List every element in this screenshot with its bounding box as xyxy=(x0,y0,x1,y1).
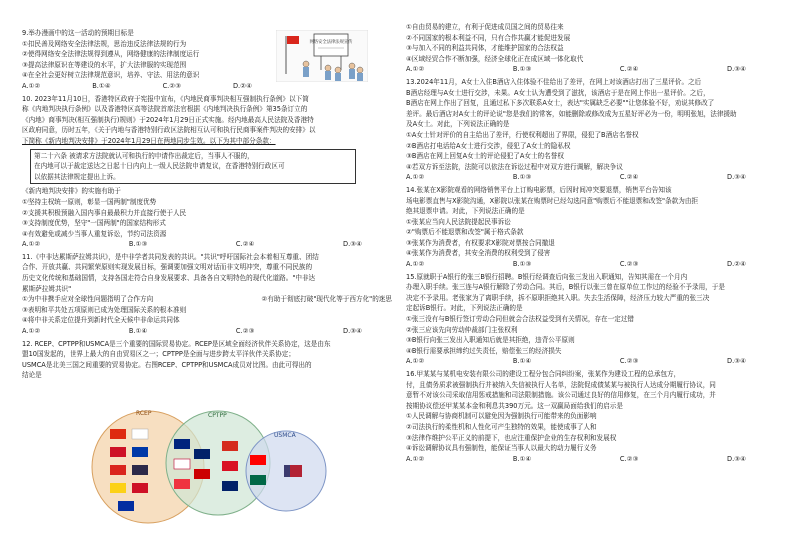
q10-line-4: 区政府同意，历时五年，《关于内地与香港特别行政区法院相互认可和执行民商事案件判决的安排》以 xyxy=(22,126,316,135)
q13-answer-a: A.①② xyxy=(406,173,425,182)
q14-answer-a: A.①② xyxy=(406,260,425,269)
q15-answer-b: B.①④ xyxy=(512,357,532,366)
q13-option-4: ④若双方诉至法院，法院可以依法在诉讼过程中对双方进行调解，解决争议 xyxy=(406,162,623,171)
person-body xyxy=(357,73,363,81)
q12-line-3: USMCA是北美三国之间重要的贸易协定。右图RCEP、CPTPP和USMCA成员对比图。由此可得出的 xyxy=(22,360,312,369)
q11-answer-d: D.③④ xyxy=(343,327,362,336)
q15-option-4: ④B银行需要承担缔约过失责任，赔偿张三的经济损失 xyxy=(406,346,562,355)
question-10 xyxy=(22,94,392,250)
q11-option-4: ④将中非关系定位提升到新时代全天候中非命运共同体 xyxy=(22,316,180,325)
question-16 xyxy=(406,369,776,464)
q9-option-2: ②使得网络安全法律法规得到遵从，网络健康的法律制度运行 xyxy=(22,50,200,59)
q11-option-2: ②有助于彻底打破"现代化等于西方化"的迷思 xyxy=(261,295,392,304)
person-head xyxy=(335,67,341,73)
q12-line-1: 12. RCEP、CPTPP和USMCA是三个重要的国际贸易协定。RCEP是区域全面经济伙伴关系协定，这是由东 xyxy=(22,339,331,348)
q15-option-3: ③B银行向张三发出入职通知后就是其拒绝，违背公平原则 xyxy=(406,336,575,345)
q14-answers xyxy=(406,259,776,270)
q10-line-1: 10. 2023年11月10日，香港特区政府于宪报中宣布，《内地民商事判决相互强制执行条例》以下简 xyxy=(22,94,309,103)
q16-answer-c: C.②③ xyxy=(619,454,639,463)
person-head xyxy=(303,61,309,67)
q12-option-4: ④区域经贸合作不断加强，经济全球化正在成区域一体化取代 xyxy=(406,54,584,63)
person-body xyxy=(325,71,331,80)
question-12-options xyxy=(406,22,776,75)
flag-icon xyxy=(174,439,190,449)
q12-trade-agreements-venn xyxy=(78,401,336,529)
q15-answers xyxy=(406,356,776,367)
q16-answer-a: A.①② xyxy=(406,454,425,463)
q16-line-2: 付，且债务质求被强制执行并被纳入失信被执行人名单，法院促成债某某与被执行人达成分期履行协议，同 xyxy=(406,380,716,389)
q14-option-1: ①张某应当向人民法院提起民事诉讼 xyxy=(406,217,511,226)
flag-icon xyxy=(194,469,210,479)
q16-answer-d: D.③④ xyxy=(727,454,746,463)
q13-answers xyxy=(406,172,776,183)
q9-answer-c: C.②③ xyxy=(162,81,182,90)
q16-option-3: ③法律作维护公平正义的前提下，也应注重保护企业的生存权利和发展权 xyxy=(406,433,617,442)
flag-icon xyxy=(110,447,126,457)
flag-icon xyxy=(132,429,148,439)
q10-quoted-article xyxy=(30,149,356,185)
q14-line-3: 绝其退票申请。对此，下列说法正确的是 xyxy=(406,207,525,216)
flag-icon xyxy=(194,449,210,459)
q12-line-4: 结论是 xyxy=(22,371,42,380)
q16-line-3: 意暂不对该公司采取信用惩戒措施和司法限制措施。该公司通过良好的信用修复，在三个月内履行成功，并 xyxy=(406,391,716,400)
q15-answer-c: C.②③ xyxy=(619,357,639,366)
notice-board-text: 网络安全法律法规宣传 xyxy=(309,40,353,45)
q10-line-3: 《内地》商事判决(相互强制执行)规则》于2024年1月29日正式实施。经内地最高人民法院及香港特 xyxy=(22,115,314,124)
usmca-label: USMCA xyxy=(274,432,296,439)
flag-icon xyxy=(174,479,190,489)
flag-icon xyxy=(132,465,148,475)
q13-answer-b: B.①③ xyxy=(512,173,532,182)
q14-option-2: ②"购票后不能退票和改签"属于格式条款 xyxy=(406,228,524,237)
q14-line-2: 场电影票直售与X影院沟通，X影院以张某在购票时已经勾选同意"购票后不能退票和改签"条款为由拒 xyxy=(406,196,699,205)
question-15 xyxy=(406,272,776,367)
q10-answer-d: D.③④ xyxy=(343,240,362,249)
q11-answer-a: A.①② xyxy=(22,327,41,336)
q13-line-2: B酒店经理与A女士进行交涉，未果。A女士认为遭受到了滋扰，该酒店于是在网上作出一星评价。之后， xyxy=(406,88,710,97)
q13-option-3: ③B酒店在网上回复A女士的评论侵犯了A女士的名誉权 xyxy=(406,152,564,161)
q9-answer-d: D.②④ xyxy=(232,81,252,90)
q10-option-2: ②支援其积极预融入国内事自最最积力并直接行使于人民 xyxy=(22,208,187,217)
q10-line-2: 称《内地判决执行条例》以及香港特区高等法院首席法官根据《内地判决执行条例》第35条订立的 xyxy=(22,105,308,114)
flag-icon xyxy=(132,483,148,493)
flag-icon xyxy=(132,447,148,457)
flag-stripes xyxy=(290,465,302,477)
q15-line-4: 定起诉B银行。对此，下列说法正确的是 xyxy=(406,304,523,313)
q12-answer-b: B.①③ xyxy=(512,65,532,74)
q16-line-1: 16.甲某某与某机电安装有限公司的建设工程分包合同纠纷案，张某作为建设工程的总承包方， xyxy=(406,370,681,378)
flag-icon xyxy=(174,459,190,469)
person-body xyxy=(303,67,309,77)
person-body xyxy=(335,73,341,81)
flag-icon xyxy=(118,501,134,511)
q14-line-1: 14.张某在X影院观看的网络销售平台上订购电影票，后因时间冲突要退票，销售平台告知该 xyxy=(406,185,672,194)
q11-answer-b: B.①④ xyxy=(128,327,148,336)
person-body xyxy=(349,69,355,79)
q11-option-3: ③表明和平共处五项原则已成为处理国际关系的根本准则 xyxy=(22,305,187,314)
person-head xyxy=(357,67,363,73)
q11-line-1: 11.《中非达累斯萨拉姆共识》，是中非学者共同发表的共识。"共识"呼吁国际社会本着相互尊重、团结 xyxy=(22,252,319,261)
flag-icon xyxy=(110,429,126,439)
q11-option-1: ①为中非携手应对全球性问题指明了合作方向 xyxy=(22,295,154,304)
q15-line-2: 办理入职手续。张三连与A银行解除了劳动合同。其后，B银行以张三曾在原单位工作过的经验不予录用，于是 xyxy=(406,283,725,292)
flag-icon xyxy=(222,441,238,451)
q13-option-1: ①A女士针对评价的自主给出了差评，行使权利超出了界限，侵犯了B酒店名誉权 xyxy=(406,130,639,139)
q15-answer-d: D.③④ xyxy=(727,357,746,366)
q11-line-3: 历史文化传统和基础国情，支持各国走符合自身发展要求、具备各自文明特色的现代化道路。"中非达 xyxy=(22,274,316,283)
question-12 xyxy=(22,339,392,381)
q13-answer-d: D.③④ xyxy=(727,173,746,182)
flag-icon xyxy=(250,475,266,485)
notice-board xyxy=(314,34,348,56)
q12-answer-a: A.①② xyxy=(406,65,425,74)
person-head xyxy=(349,63,355,69)
question-13 xyxy=(406,77,776,183)
q15-option-1: ①张三没有与B银行签订劳动合同但就会合法权益受到有关情况，存在一定过错 xyxy=(406,315,635,324)
q16-option-4: ④诉讼调解协议具有强制性，能保证当事人以最大的动力履行义务 xyxy=(406,444,597,453)
q10-box-line-3: 以依据其法律规定提出上诉。 xyxy=(34,172,120,181)
q11-answers xyxy=(22,326,392,337)
q9-answer-a: A.①② xyxy=(22,81,41,90)
q10-line-5: 下简称《新内地判决安排》于2024年1月29日在两地同步生效。以下为其中部分条款： xyxy=(22,136,276,145)
q13-line-1: 13.2024年11月，A女士入住B酒店入住体验不佳给出了差评，在网上对该酒店打出了三星评价。之后 xyxy=(406,77,702,86)
q9-answer-b: B.①④ xyxy=(92,81,111,90)
q10-answer-c: C.②④ xyxy=(235,240,255,249)
q16-answer-b: B.①④ xyxy=(512,454,532,463)
flag-icon xyxy=(222,461,238,471)
q13-answer-c: C.②④ xyxy=(619,173,639,182)
q14-answer-d: D.②④ xyxy=(727,260,746,269)
q12-option-2: ②不同国家的根本利益不同，只有合作共赢才能促进发展 xyxy=(406,33,571,42)
right-column xyxy=(406,22,776,466)
q10-question: 《新内地判决安排》的实施有助于 xyxy=(22,187,121,196)
q14-option-4: ④张某作为消费者，其安全消费的权利受到了侵害 xyxy=(406,249,551,258)
q9-option-4: ④在全社会更好树立法律规范意识，培养、守法、用法的意识 xyxy=(22,71,200,80)
q15-line-3: 决定不予录用。老张家为了离职手续，拆不原职拒绝其入职。失去生活保障，经济压力较大严重的张三决 xyxy=(406,293,710,302)
q15-answer-a: A.①② xyxy=(406,357,425,366)
q9-option-1: ①扣民善及网络安全法律法规，思治违反法律法规的行为 xyxy=(22,39,187,48)
q10-answer-b: B.①③ xyxy=(128,240,148,249)
q10-answers xyxy=(22,239,392,250)
flag-icon xyxy=(222,481,238,491)
q10-box-line-2: 在内地可以于裁定送达之日起十日内向上一级人民法院申请复议，在香港特别行政区可 xyxy=(34,162,285,171)
rcep-label: RCEP xyxy=(136,410,152,417)
cptpp-only-flags xyxy=(222,441,238,491)
q13-line-3: B酒店在网上作出了回复，且通过私下多次联系A女士，表达"实属缺乏必要""让您体验不好，劝说其修改了 xyxy=(406,99,715,108)
q11-answer-c: C.②③ xyxy=(235,327,255,336)
q9-option-3: ③提高法律原识在等建设的水平，扩大法律服的实现范围 xyxy=(22,60,187,69)
q16-line-4: 按期协议偿还甲某某本金和利息共390万元。这一双赢局面给我们的启示是 xyxy=(406,401,623,410)
q12-option-3: ③与加入不同的利益共同体，才能维护国家的合法权益 xyxy=(406,44,564,53)
q11-line-2: 合作、开放共赢、共同繁荣原则实现发展目标，强调要加强文明对话而非文明冲突，尊重不同民族的 xyxy=(22,263,313,272)
flag-icon xyxy=(250,455,266,465)
q16-option-2: ②司法执行的柔性机和人性化可产生独特的效果，能使成事了人和 xyxy=(406,422,597,431)
q16-answers xyxy=(406,454,776,465)
q10-option-1: ①坚持主权统一原则，彰显一国两制"制度优势 xyxy=(22,197,157,206)
q10-box-line-1: 第二十六条 被请求方法院就认可和执行的申请作出裁定后，当事人不服的， xyxy=(34,151,254,160)
flag-icon xyxy=(110,465,126,475)
q13-option-2: ②B酒店打电话给A女士进行交涉，侵犯了A女士的隐私权 xyxy=(406,141,571,150)
flag-icon xyxy=(287,36,299,44)
q12-option-1: ①自由贸易的建立，有利于促进成员国之间的贸易往来 xyxy=(406,23,564,31)
q9-answers xyxy=(22,81,282,92)
q10-answer-a: A.①② xyxy=(22,240,41,249)
q12-answer-d: D.③④ xyxy=(727,65,746,74)
q11-options-row-1 xyxy=(22,294,392,305)
q14-answer-c: C.②③ xyxy=(619,260,639,269)
q9-stem: 9.举办漫画中的这一活动的预期目标是 xyxy=(22,29,134,37)
q12-answers xyxy=(406,64,776,75)
cptpp-label: CPTPP xyxy=(208,412,227,419)
person-head xyxy=(325,65,331,71)
q14-option-3: ③张某作为消费者，有权要求X影院对票按合同撤退 xyxy=(406,238,555,247)
q10-option-3: ③支持制度优势，坚守"一国两制"的国家结构形式 xyxy=(22,219,166,228)
q12-answer-c: C.②④ xyxy=(619,65,639,74)
q13-line-4: 差评。最后酒店对A女士的评论说"您是我们的常客，如能删除或修改成为五星好评必为一份，明明张旭，法律援助 xyxy=(406,109,737,118)
q12-line-2: 盟10国发起的，世界上最大的自由贸易区之一；CPTPP是全面与进步跨太平洋伙伴关系协定； xyxy=(22,350,295,359)
flag-icon xyxy=(110,483,126,493)
q14-answer-b: B.①③ xyxy=(512,260,532,269)
q9-cartoon-illustration xyxy=(276,30,368,82)
q16-option-1: ①人民调解与协商机制可以避免因为强制执行可能带来的负面影响 xyxy=(406,412,597,421)
q11-line-4: 累斯萨拉姆共识" xyxy=(22,284,72,293)
q10-option-4: ④有效避免或减少当事人重复诉讼，节约司法资源 xyxy=(22,229,167,238)
question-14 xyxy=(406,185,776,270)
q15-option-2: ②张三应该先向劳动仲裁部门主张权利 xyxy=(406,325,518,334)
question-11 xyxy=(22,252,392,337)
q13-line-5: 及A女士。对此，下列说法正确的是 xyxy=(406,120,510,129)
q15-line-1: 15.原就职于A银行的张三B银行招聘。B银行经调查后向张三发出入职通知，告知其需在一个月内 xyxy=(406,272,688,281)
